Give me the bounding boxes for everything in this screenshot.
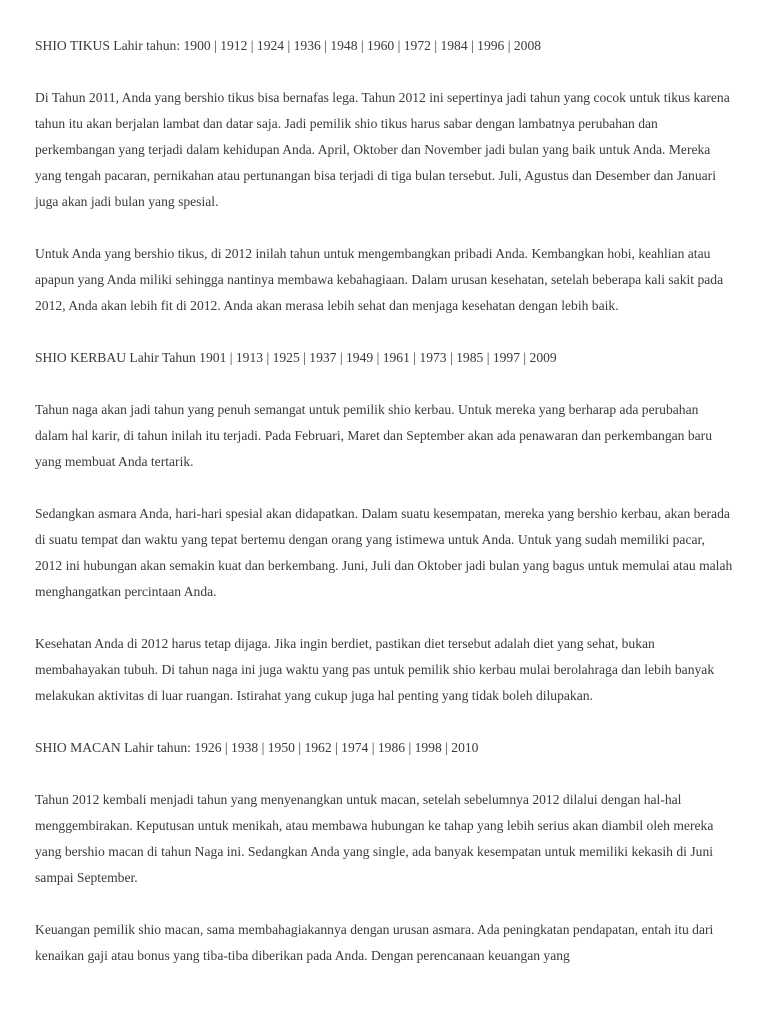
section-heading-shio-kerbau: SHIO KERBAU Lahir Tahun 1901 | 1913 | 1925 | 1937 | 1949 | 1961 | 1973 | 1985 | 1997 | 2009: [35, 350, 557, 365]
section-heading-shio-macan: SHIO MACAN Lahir tahun: 1926 | 1938 | 1950 | 1962 | 1974 | 1986 | 1998 | 2010: [35, 740, 479, 755]
paragraph: Tahun 2012 kembali menjadi tahun yang menyenangkan untuk macan, setelah sebelumnya 2012 dilalui dengan hal-hal menggembirakan. Keputusan untuk menikah, atau membawa hubungan ke tahap yang lebih serius akan diambil oleh mereka yang bershio macan di tahun Naga ini. Sedangkan Anda yang single, ada banyak kesempatan untuk memiliki kekasih di Juni sampai September.: [35, 792, 714, 885]
paragraph: Sedangkan asmara Anda, hari-hari spesial akan didapatkan. Dalam suatu kesempatan, mereka yang bershio kerbau, akan berada di suatu tempat dan waktu yang tepat bertemu dengan orang yang istimewa untuk Anda. Untuk yang sudah memiliki pacar, 2012 ini hubungan akan semakin kuat dan berkembang. Juni, Juli dan Oktober jadi bulan yang bagus untuk memulai atau malah menghangatkan percintaan Anda.: [35, 506, 733, 599]
paragraph: Di Tahun 2011, Anda yang bershio tikus bisa bernafas lega. Tahun 2012 ini sepertinya jadi tahun yang cocok untuk tikus karena tahun itu akan berjalan lambat dan datar saja. Jadi pemilik shio tikus harus sabar dengan lambatnya perubahan dan perkembangan yang terjadi dalam kehidupan Anda. April, Oktober dan November jadi bulan yang baik untuk Anda. Mereka yang tengah pacaran, pernikahan atau pertunangan bisa terjadi di tiga bulan tersebut. Juli, Agustus dan Desember dan Januari juga akan jadi bulan yang spesial.: [35, 90, 730, 209]
paragraph: Untuk Anda yang bershio tikus, di 2012 inilah tahun untuk mengembangkan pribadi Anda. Kembangkan hobi, keahlian atau apapun yang Anda miliki sehingga nantinya membawa kebahagiaan. Dalam urusan kesehatan, setelah beberapa kali sakit pada 2012, Anda akan lebih fit di 2012. Anda akan merasa lebih sehat dan menjaga kesehatan dengan lebih baik.: [35, 246, 724, 313]
paragraph: Kesehatan Anda di 2012 harus tetap dijaga. Jika ingin berdiet, pastikan diet tersebut adalah diet yang sehat, bukan membahayakan tubuh. Di tahun naga ini juga waktu yang pas untuk pemilik shio kerbau mulai berolahraga dan lebih banyak melakukan aktivitas di luar ruangan. Istirahat yang cukup juga hal penting yang tidak boleh dilupakan.: [35, 636, 715, 703]
section-heading-shio-tikus: SHIO TIKUS Lahir tahun: 1900 | 1912 | 1924 | 1936 | 1948 | 1960 | 1972 | 1984 | 1996 | 2008: [35, 38, 542, 53]
paragraph: Keuangan pemilik shio macan, sama membahagiakannya dengan urusan asmara. Ada peningkatan pendapatan, entah itu dari kenaikan gaji atau bonus yang tiba-tiba diberikan pada Anda. Dengan perencanaan keuangan yang: [35, 922, 714, 963]
document-body: [35, 33, 735, 995]
paragraph: Tahun naga akan jadi tahun yang penuh semangat untuk pemilik shio kerbau. Untuk mereka yang berharap ada perubahan dalam hal karir, di tahun inilah itu terjadi. Pada Februari, Maret dan September akan ada penawaran dan perkembangan baru yang membuat Anda tertarik.: [35, 402, 712, 469]
